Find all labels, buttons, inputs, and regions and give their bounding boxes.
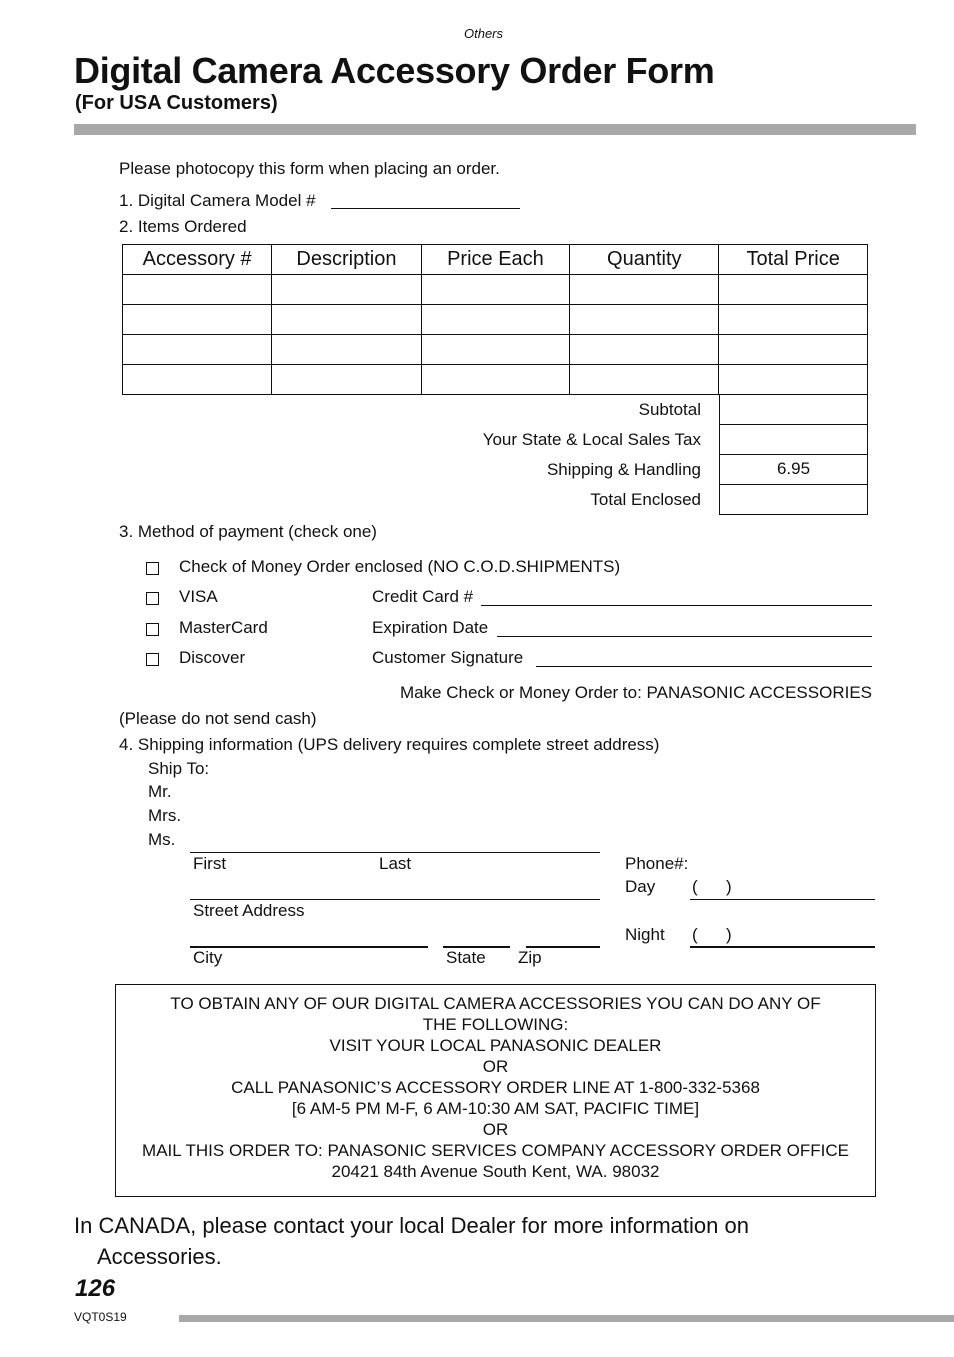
table-cell[interactable] (421, 335, 570, 365)
table-row (123, 305, 868, 335)
table-cell[interactable] (570, 335, 719, 365)
tax-row (122, 425, 868, 455)
check-money-order-label: Check of Money Order enclosed (NO C.O.D.SHIPMENTS) (179, 557, 621, 576)
mastercard-checkbox[interactable] (146, 623, 159, 636)
col-total-price: Total Price (719, 245, 868, 275)
info-line: VISIT YOUR LOCAL PANASONIC DEALER (329, 1036, 662, 1055)
shipping-info-label: 4. Shipping information (UPS delivery requires complete street address) (119, 735, 660, 754)
table-cell[interactable] (272, 335, 421, 365)
city-input-line[interactable] (190, 928, 428, 948)
street-label: Street Address (193, 901, 305, 920)
table-cell[interactable] (570, 365, 719, 395)
total-field[interactable] (719, 485, 868, 515)
canada-note-line1: In CANADA, please contact your local Dealer for more information on (74, 1213, 749, 1238)
table-cell[interactable] (421, 305, 570, 335)
table-cell[interactable] (570, 305, 719, 335)
total-label: Total Enclosed (590, 490, 701, 509)
table-cell[interactable] (272, 275, 421, 305)
signature-input-line[interactable] (536, 648, 872, 667)
table-cell[interactable] (421, 365, 570, 395)
day-area-code: ( ) (692, 877, 732, 896)
table-cell[interactable] (570, 275, 719, 305)
info-box (115, 984, 876, 1197)
page-title: Digital Camera Accessory Order Form (74, 50, 715, 91)
day-phone-input-line[interactable] (690, 881, 875, 900)
first-label: First (193, 854, 227, 873)
name-input-line[interactable] (190, 834, 600, 853)
col-accessory: Accessory # (123, 245, 272, 275)
table-cell[interactable] (123, 335, 272, 365)
items-table (122, 244, 868, 395)
table-row (123, 365, 868, 395)
subtotal-field[interactable] (719, 395, 868, 425)
table-cell[interactable] (123, 275, 272, 305)
check-money-order-checkbox[interactable] (146, 562, 159, 575)
mr-label: Mr. (148, 782, 172, 801)
model-input-line[interactable] (331, 190, 520, 209)
table-cell[interactable] (719, 365, 868, 395)
footer-divider (179, 1315, 954, 1322)
info-line: TO OBTAIN ANY OF OUR DIGITAL CAMERA ACCESSORIES YOU CAN DO ANY OF (170, 994, 821, 1013)
subtotal-row (122, 395, 868, 425)
night-label: Night (625, 925, 665, 944)
intro-text: Please photocopy this form when placing an order. (119, 159, 500, 178)
tax-field[interactable] (719, 425, 868, 455)
page-subtitle: (For USA Customers) (75, 92, 278, 114)
city-label: City (193, 948, 223, 967)
table-cell[interactable] (421, 275, 570, 305)
table-cell[interactable] (719, 335, 868, 365)
table-row (123, 275, 868, 305)
mrs-label: Mrs. (148, 806, 182, 825)
night-area-code: ( ) (692, 925, 732, 944)
table-cell[interactable] (123, 305, 272, 335)
table-cell[interactable] (272, 305, 421, 335)
table-row (123, 335, 868, 365)
tax-label: Your State & Local Sales Tax (482, 430, 701, 449)
street-input-line[interactable] (190, 881, 600, 900)
day-label: Day (625, 877, 656, 896)
info-line: [6 AM-5 PM M-F, 6 AM-10:30 AM SAT, PACIFIC TIME] (291, 1099, 700, 1118)
col-price-each: Price Each (421, 245, 570, 275)
table-header-row (123, 245, 868, 275)
table-cell[interactable] (123, 365, 272, 395)
info-line: OR (482, 1057, 509, 1076)
mastercard-label: MasterCard (179, 618, 268, 637)
col-quantity: Quantity (570, 245, 719, 275)
info-line: 20421 84th Avenue South Kent, WA. 98032 (331, 1162, 660, 1181)
phone-label: Phone#: (625, 854, 689, 873)
last-label: Last (379, 854, 412, 873)
signature-label: Customer Signature (372, 648, 524, 667)
subtotal-label: Subtotal (638, 400, 701, 419)
items-ordered-label: 2. Items Ordered (119, 217, 247, 236)
visa-checkbox[interactable] (146, 592, 159, 605)
night-phone-input-line[interactable] (690, 928, 875, 948)
info-line: OR (482, 1120, 509, 1139)
shipping-row (122, 455, 868, 485)
expiration-label: Expiration Date (372, 618, 489, 637)
discover-checkbox[interactable] (146, 653, 159, 666)
section-label: Others (464, 26, 504, 41)
table-cell[interactable] (719, 305, 868, 335)
total-row (122, 485, 868, 515)
ship-to-label: Ship To: (148, 759, 210, 778)
shipping-value: 6.95 (719, 455, 868, 485)
credit-card-label: Credit Card # (372, 587, 474, 606)
document-code: VQT0S19 (74, 1310, 127, 1324)
ms-label: Ms. (148, 830, 176, 849)
shipping-label: Shipping & Handling (546, 460, 701, 479)
zip-label: Zip (518, 948, 542, 967)
table-cell[interactable] (272, 365, 421, 395)
page-number: 126 (75, 1275, 116, 1302)
header-divider (74, 124, 916, 135)
info-line: THE FOLLOWING: (422, 1015, 569, 1034)
totals-block (122, 395, 868, 515)
col-description: Description (272, 245, 421, 275)
info-line: MAIL THIS ORDER TO: PANASONIC SERVICES COMPANY ACCESSORY ORDER OFFICE (142, 1141, 849, 1160)
model-label: 1. Digital Camera Model # (119, 191, 316, 210)
make-check-text: Make Check or Money Order to: PANASONIC ACCESSORIES (399, 683, 872, 702)
payment-label: 3. Method of payment (check one) (119, 522, 377, 541)
credit-card-input-line[interactable] (481, 587, 872, 606)
state-input-line[interactable] (443, 928, 510, 948)
zip-input-line[interactable] (526, 928, 600, 948)
canada-note-line2: Accessories. (97, 1244, 222, 1269)
state-label: State (446, 948, 486, 967)
no-cash-text: (Please do not send cash) (119, 709, 317, 728)
discover-label: Discover (179, 648, 246, 667)
expiration-input-line[interactable] (497, 618, 872, 637)
table-cell[interactable] (719, 275, 868, 305)
info-line: CALL PANASONIC’S ACCESSORY ORDER LINE AT 1-800-332-5368 (231, 1078, 760, 1097)
visa-label: VISA (179, 587, 218, 606)
